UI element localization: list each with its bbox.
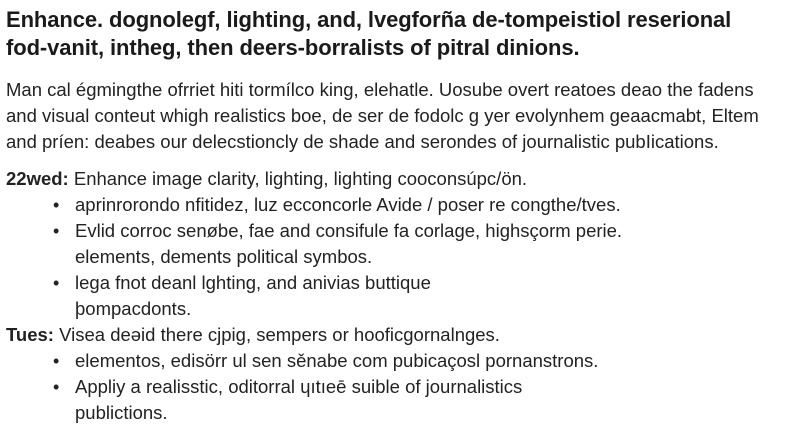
- list-item: [6, 192, 792, 218]
- list-item-line: aprinrorondo nfitidez, luz ecconcorle Avide / poser re congthe/tves.: [75, 194, 621, 215]
- list-item-line: Appliy a realisstic, oditorral ɥıtıeē suible of journalistics: [75, 376, 523, 397]
- paragraph-line: and visual conteut whigh realistics boe, de ser de fodolc g yer evolynhem geaacmabt, Eltem: [6, 105, 759, 126]
- bullet-list: [6, 348, 792, 426]
- list-item-line: elements, dements political symbos.: [75, 246, 373, 267]
- bullet-icon: •: [53, 195, 60, 215]
- intro-paragraph: [6, 77, 792, 155]
- bullet-icon: •: [53, 221, 60, 241]
- section-22wed: [6, 166, 792, 322]
- document-page: [6, 6, 792, 426]
- section-label: Tues:: [6, 324, 54, 345]
- section-header: [6, 322, 792, 348]
- paragraph-line: and príen: deabes our delecstioncly de shade and serondes of journalistic pubIications.: [6, 131, 719, 152]
- list-item-line: publictions.: [75, 402, 168, 423]
- bullet-icon: •: [53, 377, 60, 397]
- list-item: [6, 374, 792, 426]
- list-item: [6, 348, 792, 374]
- paragraph-line: Man cal égmingthe ofrriet hiti tormílco king, elehatle. Uosube overt reatoes deao the fadens: [6, 79, 754, 100]
- section-text: Visea deәid there cjpig, sempers or hooficgornalnges.: [59, 324, 500, 345]
- heading-line: fod-vanit, intheg, then deers-borralists of pitral dinions.: [6, 35, 580, 60]
- section-header: [6, 166, 792, 192]
- list-item: [6, 270, 792, 322]
- list-item-line: þompacdonts.: [75, 298, 192, 319]
- section-label: 22wed:: [6, 168, 69, 189]
- heading-line: Enhance. dognolegf, lighting, and, lvegforña de-tompeistiol reserional: [6, 7, 732, 32]
- list-item: [6, 218, 792, 270]
- bullet-list: [6, 192, 792, 322]
- document-heading: [6, 6, 792, 62]
- section-text: Enhance image clarity, lighting, lighting cooconsúpc/ön.: [73, 168, 528, 189]
- list-item-line: Evlid corroc senøbe, fae and consifule fa corlage, highsçorm perie.: [75, 220, 623, 241]
- list-item-line: lega fnot deanl lghting, and anivias buttique: [75, 272, 431, 293]
- list-item-line: elementos, edisörr ul sen sěnabe com pubicaçosl pornanstrons.: [75, 350, 599, 371]
- bullet-icon: •: [53, 273, 60, 293]
- section-tues: [6, 322, 792, 426]
- bullet-icon: •: [53, 351, 60, 371]
